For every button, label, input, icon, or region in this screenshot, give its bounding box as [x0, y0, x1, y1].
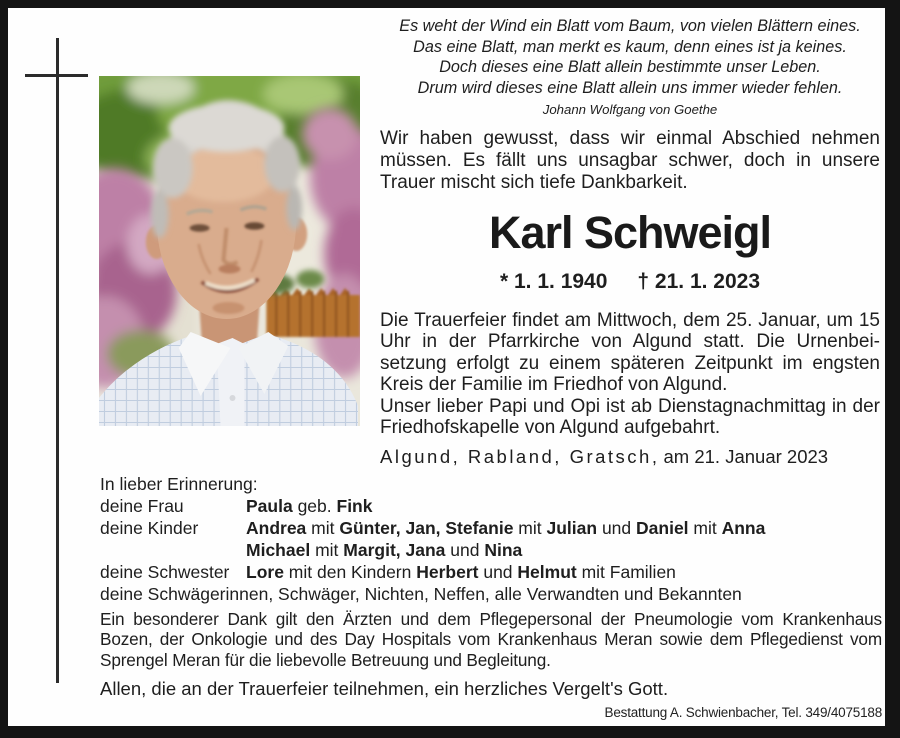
family-row-value [246, 561, 882, 583]
poem [380, 16, 880, 121]
family-row-label: deine Frau [100, 496, 184, 516]
poem-line: Es weht der Wind ein Blatt vom Baum, von vielen Blättern eines. [399, 17, 861, 35]
deceased-name: Karl Schweigl [488, 207, 772, 258]
poem-line: Doch dieses eine Blatt allein bestimmte unser Leben. [439, 58, 821, 77]
poem-line: Drum wird dieses eine Blatt allein uns immer wieder fehlen. [417, 78, 843, 97]
family-row-line: Lore mit den Kindern Herbert und Helmut mit Familien [246, 562, 676, 582]
family-row-value [246, 495, 882, 517]
funeral-paragraph-2: Unser lieber Papi und Opi ist ab Dienstagnachmittag in der Friedhofskapelle von Algund aufgebahrt. [380, 395, 880, 439]
funeral-home-credit: Bestattung A. Schwienbacher, Tel. 349/4075188 [604, 705, 882, 720]
family-list [100, 495, 882, 605]
closing-line: Allen, die an der Trauerfeier teilnehmen, ein herzliches Vergelt's Gott. [100, 678, 669, 699]
place-dateline [380, 446, 880, 468]
funeral-paragraph-1: Die Trauerfeier findet am Mittwoch, dem 25. Januar, um 15 Uhr in der Pfarrkirche von Algund statt. Die Urnenbeisetzung erfolgt zu einem späteren Zeitpunkt im engsten Kreis der Familie im Friedhof von Algund. [380, 310, 880, 396]
funeral-info [380, 310, 880, 438]
family-row-label: deine Schwester [100, 562, 230, 582]
dateline-places: Algund, Rabland, Gratsch, [380, 446, 660, 467]
family-row-value [246, 517, 882, 561]
poem-attribution: Johann Wolfgang von Goethe [542, 102, 718, 118]
dateline-date: am 21. Januar 2023 [663, 446, 829, 467]
family-row-label: deine Kinder [100, 518, 199, 538]
death-date: † 21. 1. 2023 [637, 270, 761, 293]
portrait-photo [99, 76, 360, 426]
birth-date: * 1. 1. 1940 [499, 270, 608, 293]
poem-lines [380, 16, 880, 98]
family-row-line: Michael mit Margit, Jana und Nina [246, 540, 523, 560]
life-dates [380, 270, 880, 294]
family-row-label: deine Schwägerinnen, Schwäger, Nichten, Neffen, alle Verwandten und Bekannten [100, 584, 742, 604]
intro-paragraph: Wir haben gewusst, dass wir einmal Abschied nehmen müssen. Es fällt uns unsagbar schwer, doch in unsere Trauer mischt sich tiefe Dankbarkeit. [380, 128, 880, 193]
thanks-paragraph: Ein besonderer Dank gilt den Ärzten und dem Pflegepersonal der Pneumologie vom Krankenhaus Bozen, der Onkologie und des Day Hospitals vom Krankenhaus Meran sowie dem Pflegedienst vom Sprengel Meran für die liebevolle Betreuung und Begleitung. [100, 609, 882, 670]
remembrance-heading: In lieber Erinnerung: [100, 474, 258, 494]
cross-vertical-bar [56, 38, 59, 683]
family-row-line: Paula geb. Fink [246, 496, 373, 516]
family-row-line: Andrea mit Günter, Jan, Stefanie mit Julian und Daniel mit Anna [246, 518, 766, 538]
poem-line: Das eine Blatt, man merkt es kaum, denn eines ist ja keines. [413, 37, 847, 56]
cross-horizontal-bar [25, 74, 88, 77]
